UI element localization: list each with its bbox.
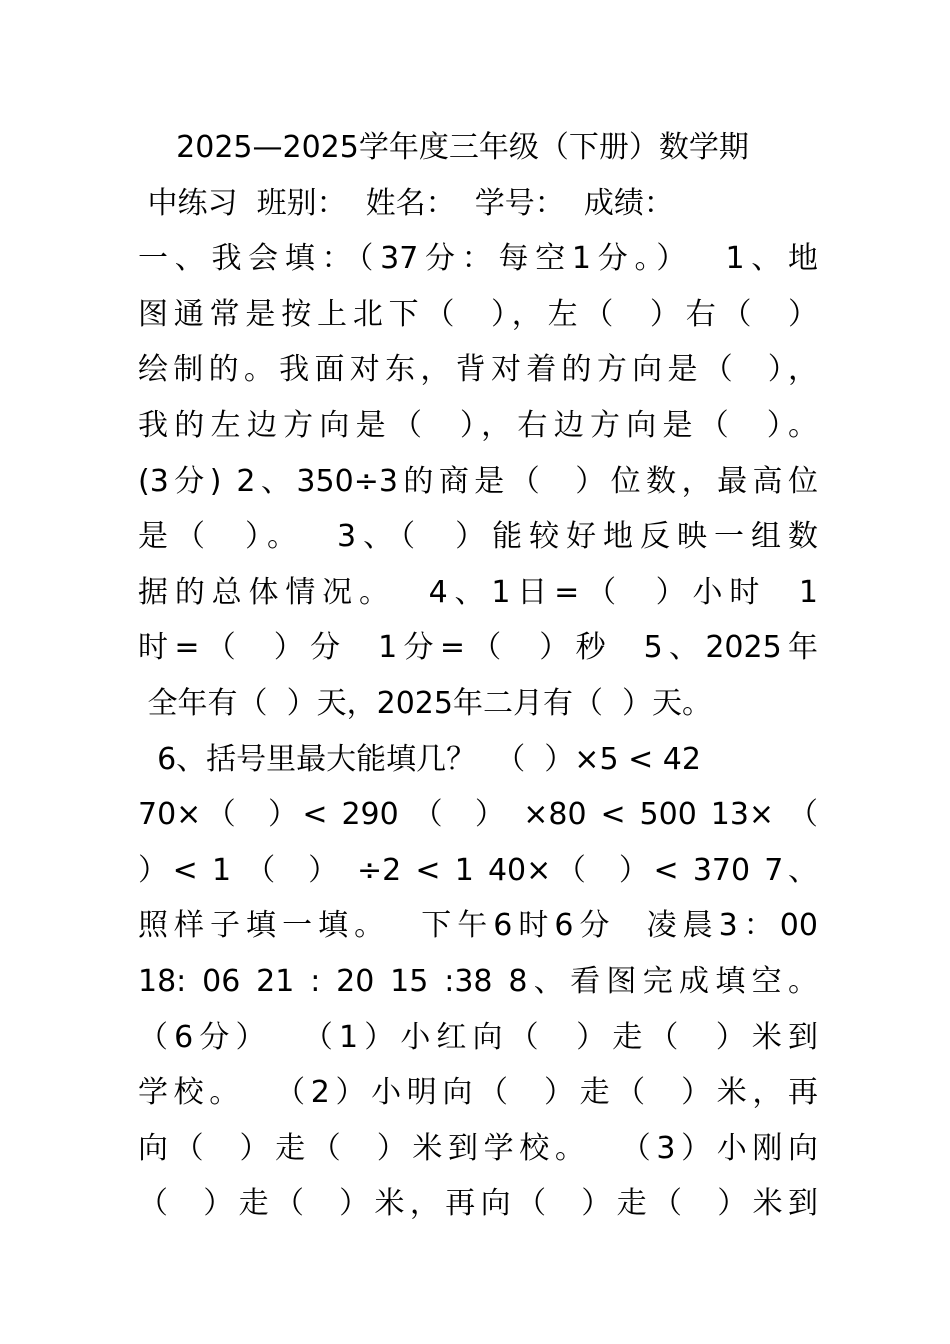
text-line: 据的总体情况。 4、1日=（ ）小时 1: [138, 574, 818, 610]
text-line: 是（ ）。 3、（ ）能较好地反映一组数: [138, 519, 818, 555]
text-line: 70×（ ）< 290 （ ） ×80 < 500 13× （: [138, 797, 818, 833]
text-line: 6、括号里最大能填几？ （ ）×5 < 42: [138, 741, 701, 777]
text-line: 中练习 班别： 姓名： 学号： 成绩：: [138, 185, 674, 221]
text-line: (3分) 2、350÷3的商是（ ）位数，最高位: [138, 463, 818, 499]
text-line: 2025—2025学年度三年级（下册）数学期: [138, 130, 749, 165]
text-line: ）< 1 （ ） ÷2 < 1 40×（ ）< 370 7、: [138, 852, 818, 888]
text-line: 18: 06 21 : 20 15 :38 8、看图完成填空。: [138, 963, 818, 999]
text-line: （6分） （1）小红向（ ）走（ ）米到: [138, 1019, 818, 1055]
text-line: 我的左边方向是（ ），右边方向是（ ）。: [138, 407, 818, 443]
text-line: 照样子填一填。 下午6时6分 凌晨3：00: [138, 908, 818, 944]
text-line: （ ）走（ ）米，再向（ ）走（ ）米到: [138, 1186, 818, 1222]
text-line: 图通常是按上北下（ ），左（ ）右（ ）: [138, 296, 818, 332]
text-line: 向（ ）走（ ）米到学校。 （3）小刚向: [138, 1130, 818, 1166]
text-line: 绘制的。我面对东，背对着的方向是（ ），: [138, 352, 818, 388]
text-line: 时=（ ）分 1分=（ ）秒 5、2025年: [138, 630, 818, 666]
text-line: 一、我会填：（37分：每空1分。） 1、地: [138, 241, 818, 277]
exam-text: [138, 120, 818, 1232]
text-line: 全年有（ ）天，2025年二月有（ ）天。: [138, 685, 713, 721]
text-line: 学校。 （2）小明向（ ）走（ ）米，再: [138, 1075, 818, 1111]
